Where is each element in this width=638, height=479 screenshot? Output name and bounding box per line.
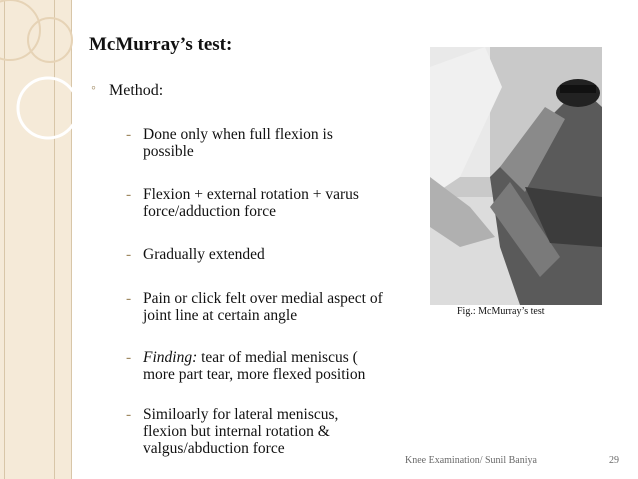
bullet-item xyxy=(126,246,265,263)
bullet-line: joint line at certain angle xyxy=(143,307,298,324)
dash-bullet-icon: - xyxy=(126,186,132,203)
bullet-line: flexion but internal rotation & xyxy=(143,423,330,440)
mcmurray-test-photo xyxy=(430,47,602,305)
bullet-line: valgus/abduction force xyxy=(143,440,285,457)
slide-footer: Knee Examination/ Sunil Baniya xyxy=(405,455,537,466)
bullet-item xyxy=(126,290,383,324)
bullet-line: Similoarly for lateral meniscus, xyxy=(143,406,339,423)
slide-title: McMurray’s test: xyxy=(89,34,233,55)
method-label: Method: xyxy=(109,82,164,99)
bullet-item xyxy=(126,349,366,383)
dash-bullet-icon: - xyxy=(126,246,132,263)
dash-bullet-icon: - xyxy=(126,349,132,366)
bullet-item xyxy=(126,126,333,160)
bullet-line: Gradually extended xyxy=(143,246,265,263)
finding-text: tear of medial meniscus ( xyxy=(197,349,358,366)
dash-bullet-icon: - xyxy=(126,406,132,423)
bullet-item xyxy=(126,186,359,220)
figure-caption: Fig.: McMurray’s test xyxy=(457,306,545,317)
bullet-line: force/adduction force xyxy=(143,203,276,220)
bullet-line: possible xyxy=(143,143,194,160)
bullet-line: more part tear, more flexed position xyxy=(143,366,366,383)
dash-bullet-icon: - xyxy=(126,126,132,143)
method-heading xyxy=(91,81,164,100)
bullet-item xyxy=(126,406,339,457)
bullet-line: Flexion + external rotation + varus xyxy=(143,186,359,203)
bullet-line: Pain or click felt over medial aspect of xyxy=(143,290,383,307)
decorative-circles xyxy=(0,0,80,150)
circle-bullet-icon: ◦ xyxy=(91,81,96,96)
bullet-line: Done only when full flexion is xyxy=(143,126,333,143)
dash-bullet-icon: - xyxy=(126,290,132,307)
bullet-line xyxy=(143,349,365,366)
page-number: 29 xyxy=(609,455,619,466)
finding-label: Finding: xyxy=(143,349,198,366)
